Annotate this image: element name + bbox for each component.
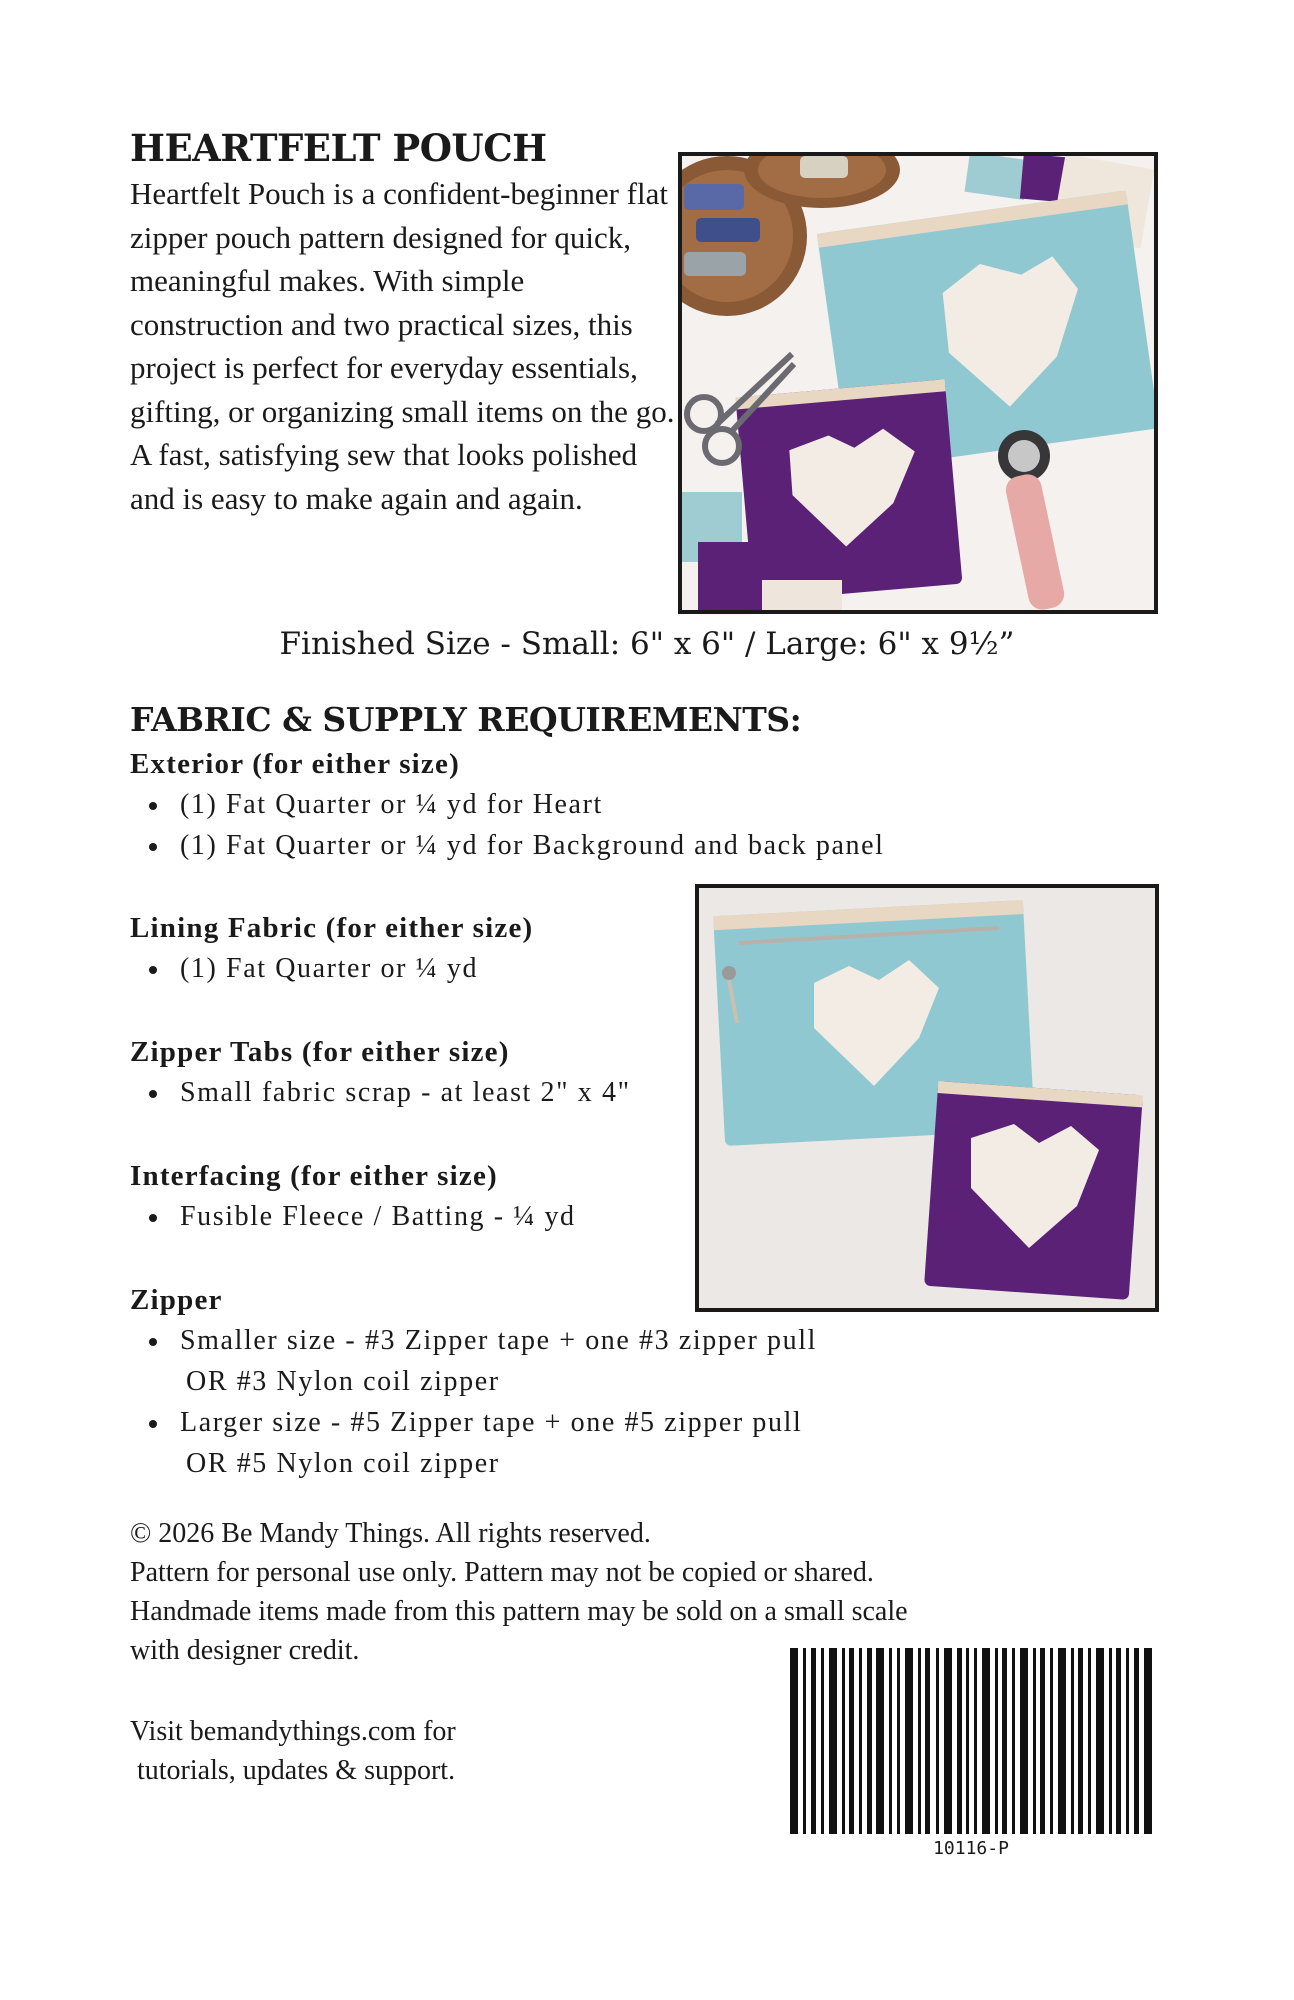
list-item: (1) Fat Quarter or ¼ yd for Heart — [180, 784, 884, 825]
visit-line: Visit bemandythings.com for — [130, 1716, 456, 1747]
lining-list — [130, 948, 533, 989]
list-item-line: Smaller size - #3 Zipper tape + one #3 zipper pull — [180, 1325, 817, 1356]
interfacing-heading: Interfacing (for either size) — [130, 1160, 498, 1192]
zipper-heading: Zipper — [130, 1284, 223, 1316]
list-item-line: OR #3 Nylon coil zipper — [186, 1366, 500, 1397]
zipper-list — [130, 1320, 817, 1484]
list-item: (1) Fat Quarter or ¼ yd — [180, 948, 533, 989]
list-item-line: Larger size - #5 Zipper tape + one #5 zipper pull — [180, 1407, 803, 1438]
finished-size: Finished Size - Small: 6" x 6" / Large: 6" x 9½” — [279, 626, 1015, 662]
copyright-line: © 2026 Be Mandy Things. All rights reserved. — [130, 1518, 651, 1549]
list-item: Fusible Fleece / Batting - ¼ yd — [180, 1196, 576, 1237]
intro-text — [130, 172, 685, 520]
list-item — [180, 1402, 817, 1484]
list-item-line: OR #5 Nylon coil zipper — [186, 1448, 500, 1479]
page-title: HEARTFELT POUCH — [130, 126, 547, 170]
interfacing-section — [130, 1156, 576, 1237]
exterior-heading: Exterior (for either size) — [130, 748, 460, 780]
requirements-title: FABRIC & SUPPLY REQUIREMENTS: — [130, 700, 802, 739]
interfacing-list — [130, 1196, 576, 1237]
intro-paragraph-2: A fast, satisfying sew that looks polished and is easy to make again and again. — [130, 437, 638, 516]
intro-paragraph-1: Heartfelt Pouch is a confident-beginner flat zipper pouch pattern designed for quick, meaningful makes. With simple construction and two practical sizes, this project is perfect for everyday essentials, gifting, or organizing small items on the go. — [130, 176, 675, 429]
usage-line: Pattern for personal use only. Pattern may not be copied or shared. — [130, 1557, 874, 1588]
copyright-block — [130, 1514, 1030, 1670]
exterior-section — [130, 744, 884, 866]
lining-heading: Lining Fabric (for either size) — [130, 912, 534, 944]
lining-section — [130, 908, 533, 989]
list-item: (1) Fat Quarter or ¼ yd for Background and back panel — [180, 825, 884, 866]
usage-line: with designer credit. — [130, 1635, 360, 1666]
zipper-tabs-heading: Zipper Tabs (for either size) — [130, 1036, 510, 1068]
exterior-list — [130, 784, 884, 866]
barcode-number: 10116-P — [933, 1838, 1009, 1859]
list-item: Small fabric scrap - at least 2" x 4" — [180, 1072, 631, 1113]
barcode — [790, 1648, 1152, 1834]
usage-line: Handmade items made from this pattern may be sold on a small scale — [130, 1596, 908, 1627]
visit-block — [130, 1712, 456, 1790]
pouch-photo-pair — [695, 884, 1159, 1312]
zipper-tabs-list — [130, 1072, 631, 1113]
zipper-tabs-section — [130, 1032, 631, 1113]
pouch-photo-styled — [678, 152, 1158, 614]
list-item — [180, 1320, 817, 1402]
visit-line: tutorials, updates & support. — [130, 1755, 456, 1786]
